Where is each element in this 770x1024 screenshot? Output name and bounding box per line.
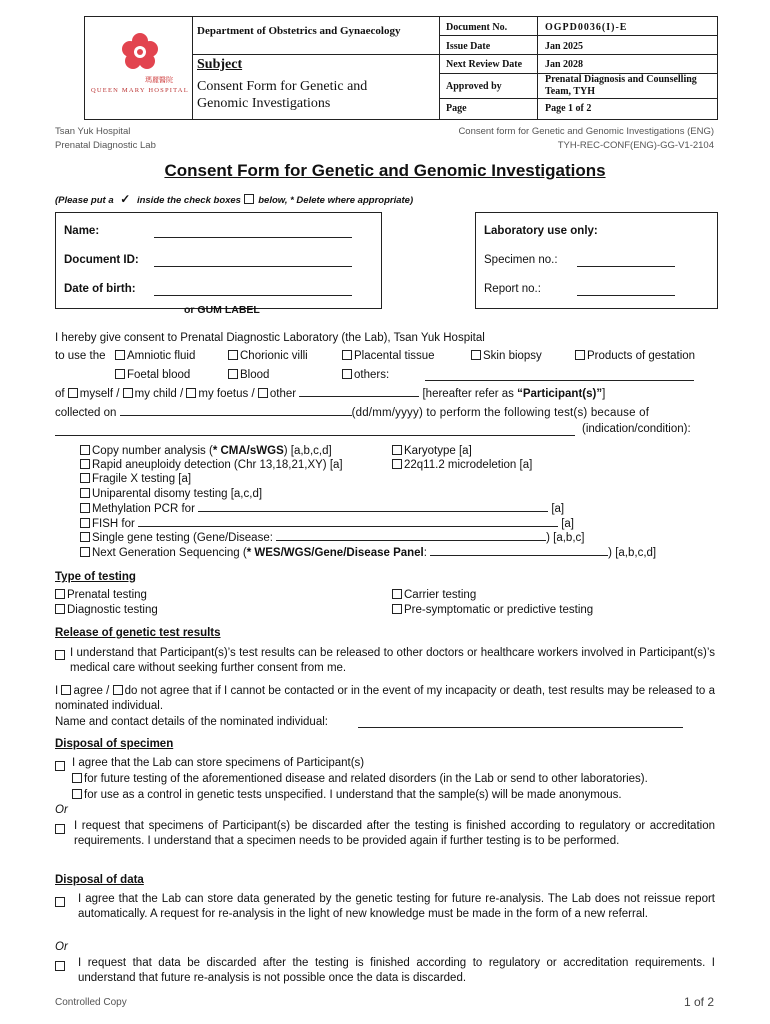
opt-skin[interactable]: Skin biopsy xyxy=(471,349,542,364)
indication-field[interactable] xyxy=(55,435,575,436)
subject-title: Consent Form for Genetic and Genomic Investigations xyxy=(197,79,368,111)
opt-amniotic[interactable]: Amniotic fluid xyxy=(115,349,195,364)
other-field[interactable] xyxy=(299,396,419,397)
checkbox-icon[interactable] xyxy=(186,388,196,398)
subject-label: Subject xyxy=(197,57,243,72)
test-fish[interactable]: FISH for [a] xyxy=(80,517,574,532)
department-name: Department of Obstetrics and Gynaecology xyxy=(197,25,401,37)
control-option[interactable]: for use as a control in genetic tests unspecified. I understand that the sample(s) will be made anonymous. xyxy=(72,788,622,803)
checkbox-icon[interactable] xyxy=(392,445,402,455)
checkbox-icon[interactable] xyxy=(55,589,65,599)
lab-use-title: Laboratory use only: xyxy=(484,225,598,237)
checkbox-icon[interactable] xyxy=(80,488,90,498)
discard-data-text: I request that data be discarded after the testing is finished according to regulatory or accreditation requirements. I understand that future re-analysis is not possible once the data is discarded. xyxy=(78,957,715,984)
instruction-text: (Please put a ✓ inside the check boxes below, * Delete where appropriate) xyxy=(55,192,414,206)
checkbox-icon[interactable] xyxy=(55,824,65,834)
collected-line: collected on (dd/mm/yyyy) to perform the following test(s) because of xyxy=(55,407,650,419)
checkbox-icon[interactable] xyxy=(55,650,65,660)
opt-products[interactable]: Products of gestation xyxy=(575,349,695,364)
fish-field[interactable] xyxy=(138,526,558,527)
opt-placental[interactable]: Placental tissue xyxy=(342,349,435,364)
checkbox-icon[interactable] xyxy=(80,445,90,455)
approved-by-label: Approved by xyxy=(446,81,502,92)
others-field[interactable] xyxy=(425,380,694,381)
form-code: TYH-REC-CONF(ENG)-GG-V1-2104 xyxy=(557,140,714,151)
test-karyotype[interactable]: Karyotype [a] xyxy=(392,444,472,459)
checkbox-icon[interactable] xyxy=(55,604,65,614)
participant-line: of myself / my child / my foetus / other [hereafter refer as “Participant(s)”] xyxy=(55,388,606,400)
review-date-value: Jan 2028 xyxy=(545,59,584,70)
checkbox-icon[interactable] xyxy=(392,589,402,599)
page-label: Page xyxy=(446,103,467,114)
page-number: 1 of 2 xyxy=(683,995,714,1009)
page-value: Page 1 of 2 xyxy=(545,103,592,114)
doc-no-label: Document No. xyxy=(446,22,508,33)
doc-id-field[interactable] xyxy=(154,266,352,267)
checkbox-icon[interactable] xyxy=(228,350,238,360)
disposal-specimen-heading: Disposal of specimen xyxy=(55,738,174,750)
specimen-no-label: Specimen no.: xyxy=(484,254,558,266)
name-label: Name: xyxy=(64,225,100,237)
discard-specimen-checkbox[interactable] xyxy=(55,820,67,838)
checkbox-icon[interactable] xyxy=(80,532,90,542)
test-cma[interactable]: Copy number analysis (* CMA/sWGS) [a,b,c,d] xyxy=(80,444,332,459)
hospital-name: Tsan Yuk Hospital xyxy=(55,126,131,137)
review-date-label: Next Review Date xyxy=(446,59,523,70)
doc-no-value: OGPD0036(I)-E xyxy=(545,22,628,33)
test-upd[interactable]: Uniparental disomy testing [a,c,d] xyxy=(80,487,262,502)
or-text-2: Or xyxy=(55,941,68,953)
checkbox-icon[interactable] xyxy=(575,350,585,360)
dob-field[interactable] xyxy=(154,295,352,296)
checkbox-icon[interactable] xyxy=(471,350,481,360)
ngs-field[interactable] xyxy=(430,555,608,556)
opt-others[interactable]: others: xyxy=(342,368,389,383)
checkbox-icon[interactable] xyxy=(61,685,71,695)
nominated-label: Name and contact details of the nominated individual: xyxy=(55,716,328,728)
disposal-data-heading: Disposal of data xyxy=(55,874,144,886)
report-no-field[interactable] xyxy=(577,295,675,296)
checkbox-icon[interactable] xyxy=(80,503,90,513)
lab-name: Prenatal Diagnostic Lab xyxy=(55,140,156,151)
release-checkbox[interactable] xyxy=(55,646,67,664)
checkbox-icon[interactable] xyxy=(392,604,402,614)
test-rapid[interactable]: Rapid aneuploidy detection (Chr 13,18,21,XY) [a] xyxy=(80,458,343,473)
type-of-testing-heading: Type of testing xyxy=(55,571,136,583)
controlled-copy: Controlled Copy xyxy=(55,997,127,1008)
release-text: I understand that Participant(s)’s test results can be released to other doctors or healthcare workers involved in Participant(s)’s medical care without seeking further consent from me. xyxy=(70,647,715,674)
approved-by-value: Prenatal Diagnosis and Counselling Team, TYH xyxy=(545,74,697,97)
patient-info-box xyxy=(55,212,382,309)
form-name: Consent form for Genetic and Genomic Investigations (ENG) xyxy=(458,126,714,137)
tick-icon: ✓ xyxy=(120,192,131,206)
checkbox-icon[interactable] xyxy=(80,518,90,528)
checkbox-sample-icon xyxy=(244,194,254,204)
opt-chorionic[interactable]: Chorionic villi xyxy=(228,349,308,364)
indication-label: (indication/condition): xyxy=(582,423,691,435)
checkbox-icon[interactable] xyxy=(115,369,125,379)
checkbox-icon[interactable] xyxy=(55,961,65,971)
checkbox-icon[interactable] xyxy=(80,547,90,557)
opt-prenatal[interactable]: Prenatal testing xyxy=(55,588,147,603)
issue-date-label: Issue Date xyxy=(446,41,491,52)
checkbox-icon[interactable] xyxy=(228,369,238,379)
release-heading: Release of genetic test results xyxy=(55,627,221,639)
opt-diagnostic[interactable]: Diagnostic testing xyxy=(55,603,158,618)
flower-logo-icon xyxy=(95,23,185,83)
gum-label-text: or GUM LABEL xyxy=(184,304,260,316)
page-title: Consent Form for Genetic and Genomic Investigations xyxy=(164,161,606,180)
test-single-gene[interactable]: Single gene testing (Gene/Disease: ) [a,b,c] xyxy=(80,531,584,546)
consent-line-1: I hereby give consent to Prenatal Diagnostic Laboratory (the Lab), Tsan Yuk Hospital xyxy=(55,332,485,344)
checkbox-icon[interactable] xyxy=(55,761,65,771)
future-testing-option[interactable]: for future testing of the aforementioned disease and related disorders (in the Lab or send to other laboratories). xyxy=(72,772,648,787)
checkbox-icon[interactable] xyxy=(72,773,82,783)
collected-date-field[interactable] xyxy=(120,415,352,416)
opt-blood[interactable]: Blood xyxy=(228,368,269,383)
methylation-field[interactable] xyxy=(198,511,548,512)
checkbox-icon[interactable] xyxy=(80,473,90,483)
test-ngs[interactable]: Next Generation Sequencing (* WES/WGS/Gene/Disease Panel: ) [a,b,c,d] xyxy=(80,546,656,561)
store-data-text: I agree that the Lab can store data generated by the genetic testing for future re-analysis. The Lab does not reissue report automatically. A request for re-analysis in the light of new knowledge must be made in the form of a new referral. xyxy=(78,893,715,920)
test-microdeletion[interactable]: 22q11.2 microdeletion [a] xyxy=(392,458,532,473)
single-gene-field[interactable] xyxy=(276,540,546,541)
nominate-text: I agree / do not agree that if I cannot be contacted or in the event of my incapacity or death, test results may be released to a nominated individual. xyxy=(55,685,715,712)
checkbox-icon[interactable] xyxy=(392,459,402,469)
document-header-table xyxy=(84,16,718,120)
name-field[interactable] xyxy=(154,237,352,238)
lab-use-box xyxy=(475,212,718,309)
checkbox-icon[interactable] xyxy=(258,388,268,398)
discard-data-checkbox[interactable] xyxy=(55,957,67,975)
issue-date-value: Jan 2025 xyxy=(545,41,584,52)
use-the-label: to use the xyxy=(55,350,106,362)
checkbox-icon[interactable] xyxy=(123,388,133,398)
report-no-label: Report no.: xyxy=(484,283,541,295)
specimen-no-field[interactable] xyxy=(577,266,675,267)
logo-english-text: QUEEN MARY HOSPITAL xyxy=(91,87,189,94)
opt-foetal-blood[interactable]: Foetal blood xyxy=(115,368,190,383)
checkbox-icon[interactable] xyxy=(342,369,352,379)
store-specimen-text: I agree that the Lab can store specimens of Participant(s) xyxy=(72,757,365,769)
dob-label: Date of birth: xyxy=(64,283,136,295)
discard-specimen-text: I request that specimens of Participant(s) be discarded after the testing is finished according to regulatory or accreditation requirements. I understand that a specimen needs to be provided again if further testing is to be performed. xyxy=(74,820,715,847)
nominated-field[interactable] xyxy=(358,727,683,728)
test-fragile-x[interactable]: Fragile X testing [a] xyxy=(80,472,191,487)
checkbox-icon[interactable] xyxy=(80,459,90,469)
logo-chinese-text: 瑪麗醫院 xyxy=(145,76,173,84)
checkbox-icon[interactable] xyxy=(115,350,125,360)
opt-predictive[interactable]: Pre-symptomatic or predictive testing xyxy=(392,603,593,618)
checkbox-icon[interactable] xyxy=(68,388,78,398)
doc-id-label: Document ID: xyxy=(64,254,139,266)
store-specimen-checkbox[interactable] xyxy=(55,757,67,775)
or-text-1: Or xyxy=(55,804,68,816)
checkbox-icon[interactable] xyxy=(342,350,352,360)
hospital-logo xyxy=(91,23,189,113)
checkbox-icon[interactable] xyxy=(113,685,123,695)
store-data-checkbox[interactable] xyxy=(55,893,67,911)
checkbox-icon[interactable] xyxy=(55,897,65,907)
opt-carrier[interactable]: Carrier testing xyxy=(392,588,476,603)
test-methylation[interactable]: Methylation PCR for [a] xyxy=(80,502,564,517)
checkbox-icon[interactable] xyxy=(72,789,82,799)
